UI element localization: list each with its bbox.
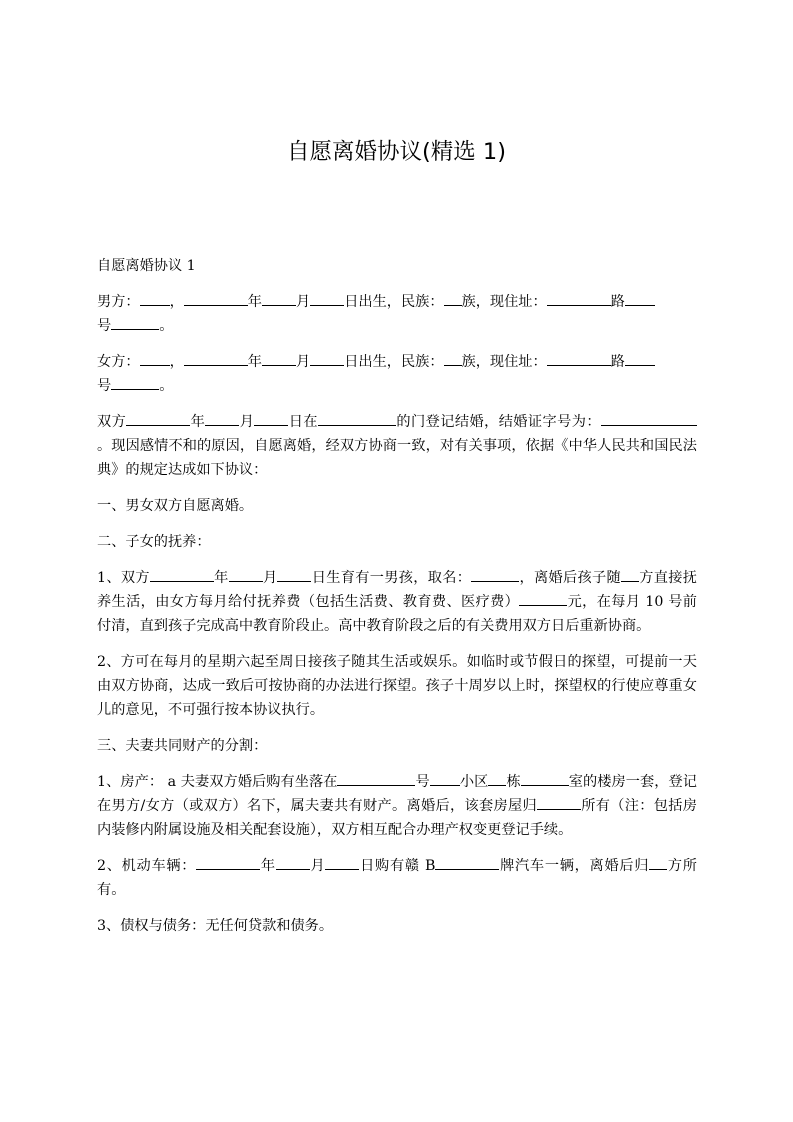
registration-paragraph: 双方 年 月 日在 的门登记结婚，结婚证字号为：。现因感情不和的原因，自愿离婚，经双方协商一致，对有关事项，依据《中华人民共和国民法典》的规定达成如下协议：	[97, 410, 697, 482]
woman-info: 女方： ， 年 月 日出生，民族： 族，现住址： 路 号 。	[97, 350, 697, 398]
blank-field[interactable]	[547, 350, 611, 366]
blank-field[interactable]	[310, 290, 344, 306]
blank-field[interactable]	[488, 770, 506, 786]
blank-field[interactable]	[537, 794, 581, 810]
blank-field[interactable]	[521, 770, 569, 786]
blank-field[interactable]	[325, 854, 359, 870]
agreement-heading: 自愿离婚协议 1	[97, 258, 196, 274]
blank-field[interactable]	[140, 350, 170, 366]
page-title: 自愿离婚协议(精选 1)	[286, 139, 507, 165]
blank-field[interactable]	[519, 590, 567, 606]
property-clause-3: 3、债权与债务：无任何贷款和债务。	[97, 918, 334, 934]
section-2: 二、子女的抚养：	[97, 534, 211, 550]
blank-field[interactable]	[262, 290, 296, 306]
blank-field[interactable]	[262, 350, 296, 366]
blank-field[interactable]	[277, 566, 311, 582]
blank-field[interactable]	[621, 566, 639, 582]
blank-field[interactable]	[184, 290, 248, 306]
blank-field[interactable]	[471, 566, 519, 582]
man-info: 男方： ， 年 月 日出生，民族： 族，现住址： 路 号 。	[97, 290, 697, 338]
blank-field[interactable]	[430, 770, 460, 786]
blank-field[interactable]	[276, 854, 310, 870]
blank-field[interactable]	[547, 290, 611, 306]
blank-field[interactable]	[111, 374, 159, 390]
blank-field[interactable]	[649, 854, 667, 870]
blank-field[interactable]	[673, 410, 697, 426]
blank-field[interactable]	[435, 854, 499, 870]
blank-field[interactable]	[625, 290, 655, 306]
blank-field[interactable]	[229, 566, 263, 582]
blank-field[interactable]	[126, 410, 190, 426]
blank-field[interactable]	[444, 290, 462, 306]
document-body	[97, 254, 697, 950]
property-clause-2: 2、机动车辆： 年 月 日购有赣 B 牌汽车一辆，离婚后归 方所有。	[97, 854, 697, 902]
blank-field[interactable]	[601, 410, 673, 426]
blank-field[interactable]	[111, 314, 159, 330]
blank-field[interactable]	[625, 350, 655, 366]
blank-field[interactable]	[254, 410, 288, 426]
blank-field[interactable]	[337, 770, 415, 786]
blank-field[interactable]	[310, 350, 344, 366]
blank-field[interactable]	[444, 350, 462, 366]
section-1: 一、男女双方自愿离婚。	[97, 498, 254, 514]
property-clause-1: 1、房产： a 夫妻双方婚后购有坐落在 号 小区 栋 室的楼房一套，登记在男方/女方（或双方）名下，属夫妻共有财产。离婚后，该套房屋归 所有（注：包括房内装修内附属设施及相关配套设施），双方相互配合办理产权变更登记手续。	[97, 770, 697, 842]
custody-clause-2: 2、方可在每月的星期六起至周日接孩子随其生活或娱乐。如临时或节假日的探望，可提前一天由双方协商，达成一致后可按协商的办法进行探望。孩子十周岁以上时，探望权的行使应尊重女儿的意见，不可强行按本协议执行。	[97, 654, 697, 718]
custody-clause-1: 1、双方 年 月 日生育有一男孩，取名： ，离婚后孩子随 方直接抚养生活，由女方每月给付抚养费（包括生活费、教育费、医疗费） 元，在每月 10 号前付清，直到孩子完成高中教育阶段止。高中教育阶段之后的有关费用双方日后重新协商。	[97, 566, 697, 638]
blank-field[interactable]	[184, 350, 248, 366]
blank-field[interactable]	[318, 410, 396, 426]
blank-field[interactable]	[150, 566, 214, 582]
blank-field[interactable]	[205, 410, 239, 426]
section-3: 三、夫妻共同财产的分割：	[97, 738, 268, 754]
blank-field[interactable]	[196, 854, 260, 870]
blank-field[interactable]	[140, 290, 170, 306]
